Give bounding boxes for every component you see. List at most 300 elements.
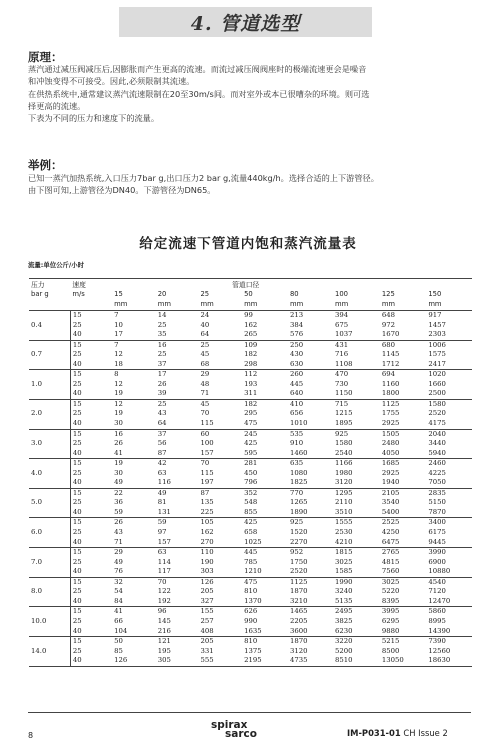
table-row <box>29 389 472 399</box>
velocity-value: 15 <box>70 637 112 647</box>
table-row <box>29 577 472 587</box>
flow-value: 26 <box>157 379 167 388</box>
velocity-header: 速度 <box>70 279 112 291</box>
flow-value: 105 <box>200 518 214 527</box>
flow-value: 2835 <box>428 488 446 497</box>
flow-value: 425 <box>244 439 258 448</box>
flow-value: 54 <box>114 587 123 596</box>
flow-value: 13050 <box>380 656 427 666</box>
pressure-header: 压力 <box>29 279 70 291</box>
diameter-unit: mm <box>112 300 156 311</box>
flow-value: 270 <box>198 538 242 548</box>
flow-value: 70 <box>200 409 210 418</box>
velocity-value: 40 <box>70 449 112 459</box>
flow-value: 2520 <box>288 567 333 577</box>
principle-heading: 原理： <box>28 50 63 64</box>
flow-value: 8 <box>114 370 119 379</box>
flow-value: 394 <box>335 311 349 319</box>
flow-value: 195 <box>157 646 171 655</box>
flow-value: 250 <box>289 340 304 349</box>
pressure-value: 3.0 <box>29 429 70 459</box>
flow-value: 327 <box>198 597 242 607</box>
velocity-value: 25 <box>70 587 112 597</box>
table-row <box>29 409 472 419</box>
flow-value: 14390 <box>426 627 472 637</box>
flow-value: 410 <box>289 399 304 408</box>
flow-value: 3210 <box>288 597 333 607</box>
flow-value: 475 <box>244 577 258 586</box>
flow-value: 1108 <box>333 360 380 370</box>
velocity-value: 15 <box>70 488 112 498</box>
flow-value: 2270 <box>288 538 333 548</box>
flow-value: 25 <box>200 340 210 349</box>
velocity-value: 25 <box>70 498 112 508</box>
velocity-value: 40 <box>70 508 112 518</box>
flow-value: 12 <box>114 350 123 359</box>
flow-value: 1870 <box>289 587 308 596</box>
pipe-size-header: 管道口径 <box>112 279 472 291</box>
velocity-value: 15 <box>70 370 112 380</box>
flow-value: 470 <box>335 370 349 379</box>
flow-value: 26 <box>114 518 123 527</box>
flow-value: 2520 <box>428 409 446 418</box>
flow-value: 1125 <box>381 399 400 408</box>
velocity-value: 40 <box>70 389 112 399</box>
flow-value: 17 <box>157 370 167 379</box>
flow-value: 1685 <box>381 459 400 468</box>
flow-value: 555 <box>198 656 242 666</box>
table-row <box>29 538 472 548</box>
table-row <box>29 330 472 340</box>
table-title: 给定流速下管道内饱和蒸汽流量表 <box>139 236 357 252</box>
flow-value: 3510 <box>333 508 380 518</box>
principle-line: 和冲蚀变得不可接受。因此,必须限制其流速。 <box>28 76 195 87</box>
velocity-value: 15 <box>70 518 112 528</box>
flow-value: 716 <box>335 350 349 359</box>
flow-value: 1890 <box>288 508 333 518</box>
flow-value: 1295 <box>335 488 353 497</box>
flow-value: 3825 <box>335 616 353 625</box>
flow-value: 1555 <box>335 518 353 527</box>
flow-value: 2925 <box>381 468 400 477</box>
flow-value: 770 <box>289 488 304 497</box>
flow-value: 157 <box>156 538 199 548</box>
flow-value: 49 <box>114 557 123 566</box>
flow-value: 26 <box>114 439 123 448</box>
flow-value: 29 <box>200 370 210 379</box>
flow-value: 66 <box>114 616 123 625</box>
velocity-value: 40 <box>70 360 112 370</box>
flow-value: 305 <box>156 656 199 666</box>
flow-value: 6230 <box>333 627 380 637</box>
flow-value: 205 <box>200 637 214 646</box>
flow-value: 1580 <box>335 439 353 448</box>
flow-value: 126 <box>112 656 156 666</box>
flow-value: 2500 <box>426 389 472 399</box>
logo-bottom-word: sarco <box>225 728 257 740</box>
flow-value: 12 <box>114 379 123 388</box>
flow-value: 24 <box>200 311 210 319</box>
velocity-value: 40 <box>70 478 112 488</box>
flow-value: 4175 <box>426 419 472 429</box>
flow-value: 535 <box>289 429 304 438</box>
table-row <box>29 607 472 617</box>
flow-value: 1160 <box>381 379 400 388</box>
flow-value: 5200 <box>335 646 353 655</box>
velocity-value: 25 <box>70 380 112 390</box>
flow-value: 68 <box>198 360 242 370</box>
flow-value: 22 <box>114 488 123 497</box>
flow-value: 1575 <box>428 350 446 359</box>
diameter-unit: mm <box>380 300 427 311</box>
logo-top-word: spirax <box>211 719 248 731</box>
flow-value: 50 <box>114 637 123 646</box>
flow-value: 197 <box>198 478 242 488</box>
diameter-unit: mm <box>156 300 199 311</box>
flow-value: 7 <box>114 311 119 319</box>
flow-value: 1006 <box>428 340 446 349</box>
flow-value: 116 <box>156 478 199 488</box>
flow-value: 36 <box>114 498 123 507</box>
principle-paragraph <box>28 63 473 124</box>
example-line: 已知一蒸汽加热系统,入口压力7bar g,出口压力2 bar g,流量440kg/h。选择合适的上下游管径。 <box>28 173 379 183</box>
flow-value: 7120 <box>428 587 446 596</box>
flow-value: 1010 <box>288 419 333 429</box>
flow-value: 30 <box>112 419 156 429</box>
flow-value: 656 <box>289 409 304 418</box>
flow-value: 295 <box>244 409 258 418</box>
flow-value: 1080 <box>289 468 308 477</box>
diameter-value: 80 <box>289 290 299 298</box>
flow-value: 81 <box>157 498 167 507</box>
pressure-value: 5.0 <box>29 488 70 518</box>
flow-value: 3120 <box>333 478 380 488</box>
flow-value: 855 <box>242 508 288 518</box>
flow-value: 2040 <box>428 429 446 438</box>
flow-value: 1980 <box>335 468 353 477</box>
flow-value: 35 <box>156 330 199 340</box>
flow-value: 43 <box>114 528 123 537</box>
flow-value: 10880 <box>426 567 472 577</box>
flow-value: 64 <box>198 330 242 340</box>
flow-value: 135 <box>200 498 214 507</box>
flow-value: 1660 <box>428 379 446 388</box>
table-row <box>29 429 472 439</box>
table-row <box>29 518 472 528</box>
table-row <box>29 469 472 479</box>
diameter-unit: mm <box>426 300 472 311</box>
flow-value: 8510 <box>333 656 380 666</box>
table-row <box>29 656 472 666</box>
pressure-value: 7.0 <box>29 548 70 578</box>
footer-divider <box>28 712 471 713</box>
flow-value: 96 <box>157 607 167 616</box>
flow-value: 384 <box>289 320 304 329</box>
flow-value: 2530 <box>335 528 353 537</box>
flow-value: 3600 <box>288 627 333 637</box>
flow-value: 1375 <box>244 646 262 655</box>
flow-value: 1125 <box>289 577 308 586</box>
flow-value: 84 <box>112 597 156 607</box>
velocity-value: 25 <box>70 439 112 449</box>
flow-value: 2925 <box>380 419 427 429</box>
table-row <box>29 399 472 409</box>
flow-unit-note: 流量:单位公斤/小时 <box>28 261 85 269</box>
velocity-value: 15 <box>70 548 112 558</box>
flow-value: 260 <box>289 370 304 379</box>
flow-value: 18630 <box>426 656 472 666</box>
flow-value: 121 <box>157 637 171 646</box>
flow-value: 3540 <box>381 498 400 507</box>
flow-value: 42 <box>157 459 167 468</box>
flow-value: 157 <box>198 449 242 459</box>
table-row <box>29 587 472 597</box>
flow-value: 1370 <box>242 597 288 607</box>
flow-value: 1895 <box>333 419 380 429</box>
flow-value: 4210 <box>333 538 380 548</box>
flow-value: 37 <box>156 360 199 370</box>
flow-value: 1990 <box>335 577 353 586</box>
flow-value: 97 <box>157 528 167 537</box>
flow-value: 1150 <box>333 389 380 399</box>
table-row <box>29 360 472 370</box>
velocity-value: 40 <box>70 656 112 666</box>
table-row <box>29 597 472 607</box>
flow-value: 3990 <box>428 548 446 557</box>
velocity-value: 15 <box>70 429 112 439</box>
diameter-unit: mm <box>288 300 333 311</box>
velocity-value: 15 <box>70 311 112 321</box>
flow-value: 680 <box>381 340 395 349</box>
diameter-value: 125 <box>381 290 395 298</box>
example-paragraph <box>28 172 473 197</box>
flow-value: 205 <box>200 587 214 596</box>
flow-value: 5940 <box>426 449 472 459</box>
flow-value: 12470 <box>426 597 472 607</box>
diameter-unit: mm <box>198 300 242 311</box>
flow-value: 115 <box>198 419 242 429</box>
diameter-value: 25 <box>200 290 210 298</box>
velocity-value: 25 <box>70 321 112 331</box>
flow-value: 910 <box>289 439 304 448</box>
flow-value: 76 <box>112 567 156 577</box>
flow-value: 18 <box>112 360 156 370</box>
flow-value: 7 <box>114 340 119 349</box>
flow-value: 216 <box>156 627 199 637</box>
table-row <box>29 617 472 627</box>
flow-value: 694 <box>381 370 395 379</box>
flow-value: 162 <box>200 528 214 537</box>
flow-value: 730 <box>335 379 349 388</box>
table-row <box>29 449 472 459</box>
pressure-value: 4.0 <box>29 459 70 489</box>
flow-value: 182 <box>244 399 258 408</box>
pressure-value: 0.7 <box>29 340 70 370</box>
velocity-value: 25 <box>70 528 112 538</box>
flow-value: 303 <box>198 567 242 577</box>
flow-value: 1870 <box>289 637 308 646</box>
spirax-sarco-logo <box>211 720 257 739</box>
flow-value: 193 <box>244 379 258 388</box>
flow-value: 796 <box>242 478 288 488</box>
diameter-value: 100 <box>335 290 349 298</box>
velocity-value: 15 <box>70 399 112 409</box>
flow-value: 1815 <box>335 548 353 557</box>
flow-value: 10 <box>114 320 123 329</box>
flow-value: 952 <box>289 548 304 557</box>
flow-value: 2540 <box>333 449 380 459</box>
flow-value: 43 <box>157 409 167 418</box>
flow-value: 5150 <box>428 498 446 507</box>
flow-value: 17 <box>112 330 156 340</box>
table-row <box>29 528 472 538</box>
table-row <box>29 321 472 331</box>
flow-value: 2205 <box>289 616 308 625</box>
flow-value: 576 <box>288 330 333 340</box>
flow-value: 70 <box>200 459 210 468</box>
pressure-value: 0.4 <box>29 311 70 341</box>
table-row <box>29 459 472 469</box>
table-body <box>29 311 472 667</box>
flow-value: 1635 <box>242 627 288 637</box>
flow-value: 8395 <box>380 597 427 607</box>
flow-value: 2303 <box>426 330 472 340</box>
flow-value: 548 <box>244 498 258 507</box>
flow-value: 182 <box>244 350 258 359</box>
flow-value: 425 <box>244 518 258 527</box>
table-row <box>29 419 472 429</box>
flow-value: 630 <box>288 360 333 370</box>
flow-value: 1025 <box>242 538 288 548</box>
flow-value: 640 <box>288 389 333 399</box>
flow-value: 8995 <box>428 616 446 625</box>
flow-value: 1460 <box>288 449 333 459</box>
flow-value: 85 <box>114 646 123 655</box>
flow-value: 990 <box>244 616 258 625</box>
page-number: 8 <box>28 731 34 740</box>
flow-value: 32 <box>114 577 123 586</box>
flow-value: 5220 <box>381 587 400 596</box>
flow-value: 87 <box>200 488 210 497</box>
pressure-value: 8.0 <box>29 577 70 607</box>
pressure-value: 14.0 <box>29 637 70 667</box>
flow-value: 3025 <box>381 577 400 586</box>
flow-value: 1020 <box>428 370 446 379</box>
flow-value: 63 <box>157 468 167 477</box>
flow-value: 972 <box>381 320 395 329</box>
flow-value: 6475 <box>380 538 427 548</box>
velocity-unit: m/s <box>72 290 85 298</box>
flow-value: 30 <box>114 468 123 477</box>
flow-value: 785 <box>244 557 258 566</box>
table-row <box>29 350 472 360</box>
table-row <box>29 488 472 498</box>
flow-value: 4250 <box>381 528 400 537</box>
flow-value: 1712 <box>380 360 427 370</box>
flow-value: 4735 <box>288 656 333 666</box>
flow-value: 162 <box>244 320 258 329</box>
velocity-value: 40 <box>70 419 112 429</box>
flow-value: 450 <box>244 468 258 477</box>
flow-value: 25 <box>157 399 167 408</box>
flow-value: 63 <box>157 548 167 557</box>
flow-value: 3440 <box>428 439 446 448</box>
flow-value: 41 <box>112 449 156 459</box>
flow-value: 7390 <box>428 637 446 646</box>
flow-value: 1940 <box>380 478 427 488</box>
flow-value: 2195 <box>242 656 288 666</box>
flow-value: 40 <box>200 320 210 329</box>
pressure-unit: bar g <box>31 290 49 298</box>
velocity-value: 25 <box>70 558 112 568</box>
flow-value: 104 <box>112 627 156 637</box>
page-title: 4. 管道选型 <box>190 12 301 35</box>
pressure-value: 10.0 <box>29 607 70 637</box>
flow-value: 192 <box>156 597 199 607</box>
flow-value: 635 <box>289 459 304 468</box>
flow-value: 60 <box>200 429 210 438</box>
flow-value: 7050 <box>426 478 472 488</box>
table-row <box>29 498 472 508</box>
doc-issue: CH Issue 2 <box>403 728 448 738</box>
table-row <box>29 627 472 637</box>
table-row <box>29 567 472 577</box>
velocity-value: 40 <box>70 627 112 637</box>
flow-value: 1037 <box>333 330 380 340</box>
pressure-value: 1.0 <box>29 370 70 400</box>
flow-value: 1585 <box>333 567 380 577</box>
flow-value: 19 <box>112 389 156 399</box>
flow-value: 14 <box>157 311 167 319</box>
flow-value: 257 <box>200 616 214 625</box>
flow-value: 48 <box>200 379 210 388</box>
flow-value: 6900 <box>428 557 446 566</box>
flow-value: 145 <box>157 616 171 625</box>
flow-value: 6175 <box>428 528 446 537</box>
flow-value: 1580 <box>428 399 446 408</box>
flow-value: 281 <box>244 459 258 468</box>
flow-value: 112 <box>244 370 258 379</box>
principle-line: 下表为不同的压力和速度下的流量。 <box>28 113 160 124</box>
flow-value: 16 <box>157 340 167 349</box>
flow-value: 9880 <box>380 627 427 637</box>
flow-value: 1210 <box>242 567 288 577</box>
flow-value: 1465 <box>289 607 308 616</box>
steam-flow-table <box>29 278 472 667</box>
flow-value: 109 <box>244 340 258 349</box>
velocity-value: 40 <box>70 330 112 340</box>
flow-value: 131 <box>156 508 199 518</box>
flow-value: 155 <box>200 607 214 616</box>
diameter-value: 20 <box>157 290 167 298</box>
flow-value: 715 <box>335 399 349 408</box>
flow-value: 126 <box>200 577 214 586</box>
diameter-value: 150 <box>428 290 442 298</box>
flow-value: 1800 <box>380 389 427 399</box>
flow-value: 1505 <box>381 429 400 438</box>
diameter-value: 50 <box>244 290 253 298</box>
flow-value: 25 <box>157 350 167 359</box>
flow-value: 5400 <box>380 508 427 518</box>
flow-value: 311 <box>242 389 288 399</box>
flow-value: 626 <box>244 607 258 616</box>
flow-value: 87 <box>156 449 199 459</box>
flow-value: 71 <box>112 538 156 548</box>
flow-value: 2460 <box>428 459 446 468</box>
flow-value: 225 <box>198 508 242 518</box>
flow-value: 16 <box>114 429 123 438</box>
flow-value: 3240 <box>335 587 353 596</box>
